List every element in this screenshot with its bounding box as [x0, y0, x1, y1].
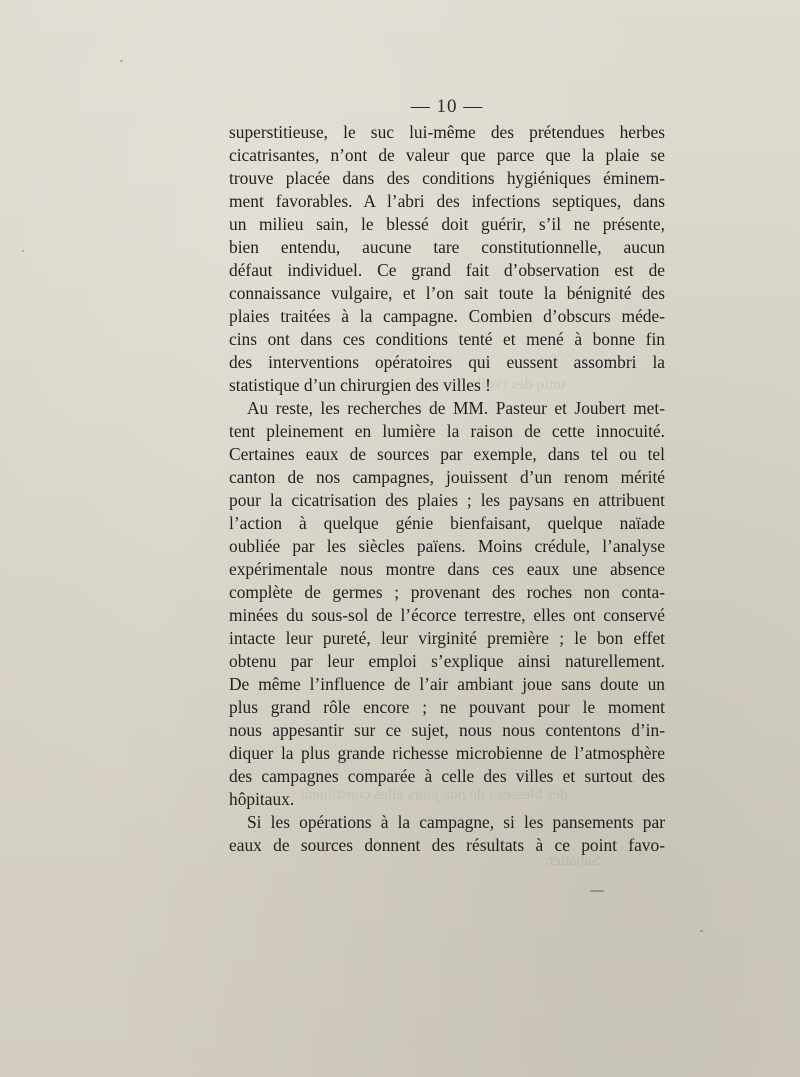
text-line: trouve placée dans des conditions hygiéniques éminem- [229, 168, 665, 188]
text-line: des interventions opératoires qui eussent assombri la [229, 352, 665, 372]
text-line: expérimentale nous montre dans ces eaux une absence [229, 559, 665, 579]
text-line: Certaines eaux de sources par exemple, dans tel ou tel [229, 444, 665, 464]
text-line: obtenu par leur emploi s’explique ainsi naturellement. [229, 651, 665, 671]
text-line: cicatrisantes, n’ont de valeur que parce que la plaie se [229, 145, 665, 165]
paragraph-end-line: hôpitaux. [229, 789, 295, 809]
text-line: canton de nos campagnes, jouissent d’un renom mérité [229, 467, 665, 487]
text-line: diquer la plus grande richesse microbienne de l’atmosphère [229, 743, 665, 763]
text-line: bien entendu, aucune tare constitutionnelle, aucun [229, 237, 665, 257]
text-line: intacte leur pureté, leur virginité première ; le bon effet [229, 628, 665, 648]
text-line: défaut individuel. Ce grand fait d’observation est de [229, 260, 665, 280]
show-through-mark: des blessés ; de nos jours elles constituent [300, 786, 568, 803]
paragraph-start-line: Si les opérations à la campagne, si les pansements par [247, 812, 665, 832]
paragraph-start-line: Au reste, les recherches de MM. Pasteur et Joubert met- [247, 398, 665, 418]
text-line: nous appesantir sur ce sujet, nous nous contentons d’in- [229, 720, 665, 740]
text-line: minées du sous-sol de l’écorce terrestre, elles ont conservé [229, 605, 665, 625]
paper-speck [22, 250, 24, 252]
show-through-mark: uniq des rvoilé [470, 376, 566, 393]
text-line: pour la cicatrisation des plaies ; les paysans en attribuent [229, 490, 665, 510]
text-line: complète de germes ; provenant des roches non conta- [229, 582, 665, 602]
text-line: plus grand rôle encore ; ne pouvant pour le moment [229, 697, 665, 717]
text-line: oubliée par les siècles païens. Moins crédule, l’analyse [229, 536, 665, 556]
paper-speck [700, 930, 703, 932]
text-line: connaissance vulgaire, et l’on sait toute la bénignité des [229, 283, 665, 303]
text-line: eaux de sources donnent des résultats à ce point favo- [229, 835, 665, 855]
text-line: cins ont dans ces conditions tenté et mené à bonne fin [229, 329, 665, 349]
text-line: ment favorables. A l’abri des infections septiques, dans [229, 191, 665, 211]
text-line: plaies traitées à la campagne. Combien d’obscurs méde- [229, 306, 665, 326]
paragraph-end-line: statistique d’un chirurgien des villes ! [229, 375, 491, 395]
show-through-mark: Sabatier. [545, 852, 601, 869]
paper-speck [590, 890, 604, 892]
text-line: superstitieuse, le suc lui-même des prétendues herbes [229, 122, 665, 142]
text-line: De même l’influence de l’air ambiant joue sans doute un [229, 674, 665, 694]
text-line: un milieu sain, le blessé doit guérir, s’il ne présente, [229, 214, 665, 234]
paper-speck [120, 60, 123, 62]
text-line: l’action à quelque génie bienfaisant, quelque naïade [229, 513, 665, 533]
page-number: — 10 — [410, 96, 484, 117]
body-text [229, 121, 665, 857]
text-line: des campagnes comparée à celle des villes et surtout des [229, 766, 665, 786]
text-line: tent pleinement en lumière la raison de cette innocuité. [229, 421, 665, 441]
